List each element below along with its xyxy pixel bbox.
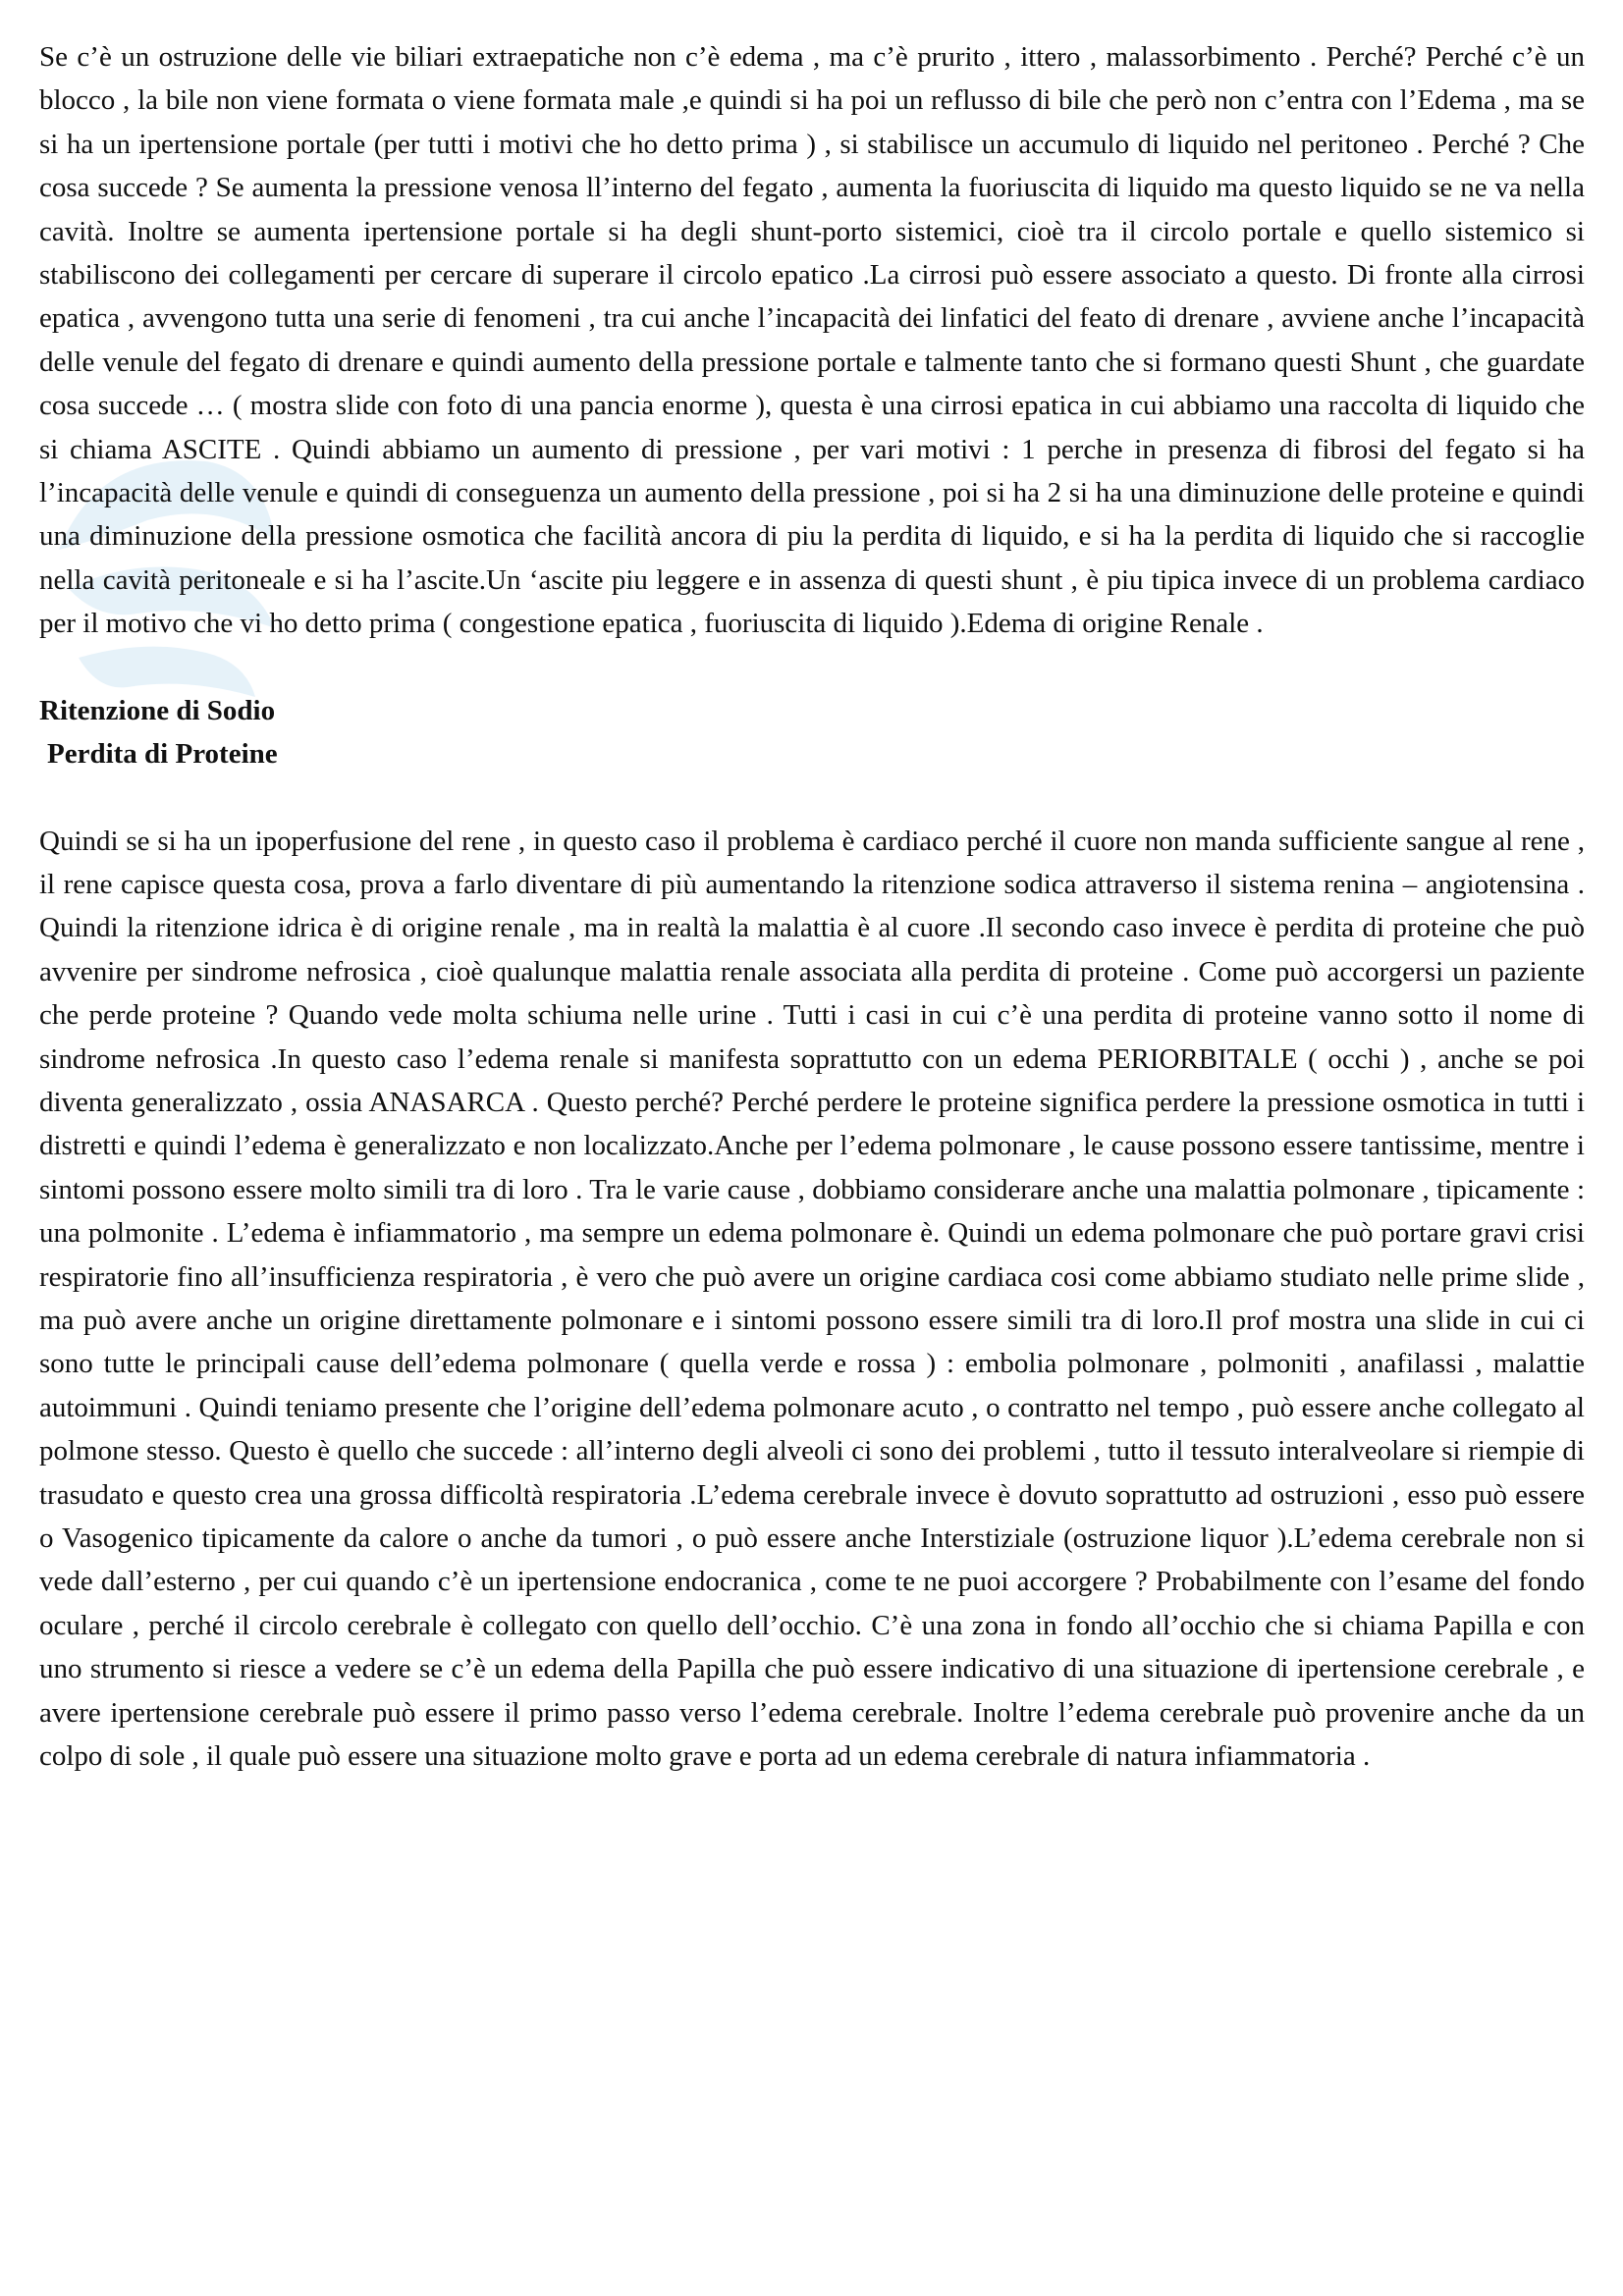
- section-headings: [39, 689, 1585, 776]
- paragraph-renal-pulmonary-cerebral-edema: Quindi se si ha un ipoperfusione del rene , in questo caso il problema è cardiaco perché il cuore non manda sufficiente sangue al rene , il rene capisce questa cosa, prova a farlo diventare di più aumentando la ritenzione sodica attraverso il sistema renina – angiotensina . Quindi la ritenzione idrica è di origine renale , ma in realtà la malattia è al cuore .Il secondo caso invece è perdita di proteine che può avvenire per sindrome nefrosica , cioè qualunque malattia renale associata alla perdita di proteine . Come può accorgersi un paziente che perde proteine ? Quando vede molta schiuma nelle urine . Tutti i casi in cui c’è una perdita di proteine vanno sotto il nome di sindrome nefrosica .In questo caso l’edema renale si manifesta soprattutto con un edema PERIORBITALE ( occhi ) , anche se poi diventa generalizzato , ossia ANASARCA . Questo perché? Perché perdere le proteine significa perdere la pressione osmotica in tutti i distretti e quindi l’edema è generalizzato e non localizzato.Anche per l’edema polmonare , le cause possono essere tantissime, mentre i sintomi possono essere molto simili tra di loro . Tra le varie cause , dobbiamo considerare anche una malattia polmonare , tipicamente : una polmonite . L’edema è infiammatorio , ma sempre un edema polmonare è. Quindi un edema polmonare che può portare gravi crisi respiratorie fino all’insufficienza respiratoria , è vero che può avere un origine cardiaca cosi come abbiamo studiato nelle prime slide , ma può avere anche un origine direttamente polmonare e i sintomi possono essere simili tra di loro.Il prof mostra una slide in cui ci sono tutte le principali cause dell’edema polmonare ( quella verde e rossa ) : embolia polmonare , polmoniti , anafilassi , malattie autoimmuni . Quindi teniamo presente che l’origine dell’edema polmonare acuto , o contratto nel tempo , può essere anche collegato al polmone stesso. Questo è quello che succede : all’interno degli alveoli ci sono dei problemi , tutto il tessuto interalveolare si riempie di trasudato e questo crea una grossa difficoltà respiratoria .L’edema cerebrale invece è dovuto soprattutto ad ostruzioni , esso può essere o Vasogenico tipicamente da calore o anche da tumori , o può essere anche Interstiziale (ostruzione liquor ).L’edema cerebrale non si vede dall’esterno , per cui quando c’è un ipertensione endocranica , come te ne puoi accorgere ? Probabilmente con l’esame del fondo oculare , perché il circolo cerebrale è collegato con quello dell’occhio. C’è una zona in fondo all’occhio che si chiama Papilla e con uno strumento si riesce a vedere se c’è un edema della Papilla che può essere indicativo di una situazione di ipertensione cerebrale , e avere ipertensione cerebrale può essere il primo passo verso l’edema cerebrale. Inoltre l’edema cerebrale può provenire anche da un colpo di sole , il quale può essere una situazione molto grave e porta ad un edema cerebrale di natura infiammatoria .: [39, 825, 1585, 1773]
- document-page: [39, 35, 1585, 1778]
- heading-sodium-retention: Ritenzione di Sodio: [39, 694, 276, 726]
- paragraph-biliary-obstruction: Se c’è un ostruzione delle vie biliari extraepatiche non c’è edema , ma c’è prurito , ittero , malassorbimento . Perché? Perché c’è un blocco , la bile non viene formata o viene formata male ,e quindi si ha poi un reflusso di bile che però non c’entra con l’Edema , ma se si ha un ipertensione portale (per tutti i motivi che ho detto prima ) , si stabilisce un accumulo di liquido nel peritoneo . Perché ? Che cosa succede ? Se aumenta la pressione venosa ll’interno del fegato , aumenta la fuoriuscita di liquido ma questo liquido se ne va nella cavità. Inoltre se aumenta ipertensione portale si ha degli shunt-porto sistemici, cioè tra il circolo portale e quello sistemico si stabiliscono dei collegamenti per cercare di superare il circolo epatico .La cirrosi può essere associato a questo. Di fronte alla cirrosi epatica , avvengono tutta una serie di fenomeni , tra cui anche l’incapacità dei linfatici del feato di drenare , avviene anche l’incapacità delle venule del fegato di drenare e quindi aumento della pressione portale e talmente tanto che si formano questi Shunt , che guardate cosa succede … ( mostra slide con foto di una pancia enorme ), questa è una cirrosi epatica in cui abbiamo una raccolta di liquido che si chiama ASCITE . Quindi abbiamo un aumento di pressione , per vari motivi : 1 perche in presenza di fibrosi del fegato si ha l’incapacità delle venule e quindi di conseguenza un aumento della pressione , poi si ha 2 si ha una diminuzione delle proteine e quindi una diminuzione della pressione osmotica che facilità ancora di piu la perdita di liquido, e si ha la perdita di liquido che si raccoglie nella cavità peritoneale e si ha l’ascite.Un ‘ascite piu leggere e in assenza di questi shunt , è piu tipica invece di un problema cardiaco per il motivo che vi ho detto prima ( congestione epatica , fuoriuscita di liquido ).Edema di origine Renale .: [39, 41, 1585, 640]
- heading-protein-loss: Perdita di Proteine: [47, 738, 278, 771]
